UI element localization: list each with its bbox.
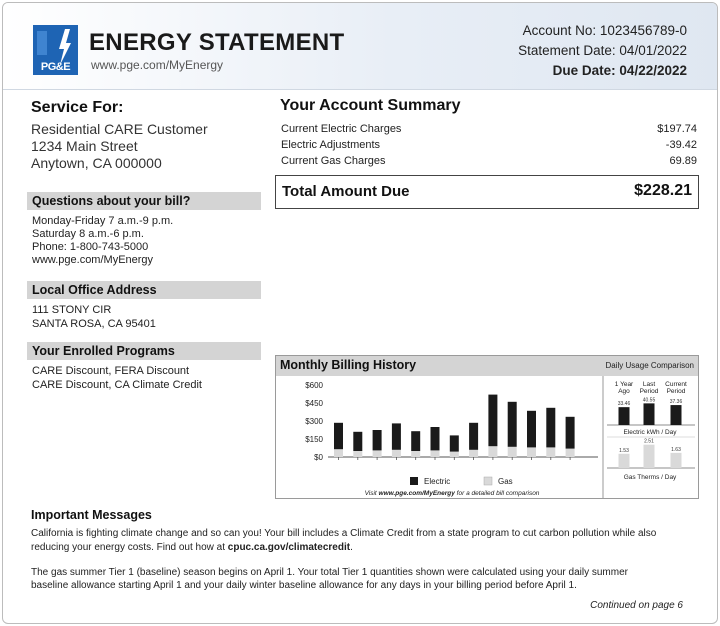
y-tick-label: $600 (305, 381, 323, 390)
y-tick-label: $450 (305, 399, 323, 408)
daily-electric-label: Electric kWh / Day (623, 429, 677, 436)
gas-bar (373, 450, 382, 457)
gas-bar (334, 449, 343, 457)
gas-bar (431, 450, 440, 457)
summary-row-amount: $197.74 (657, 123, 697, 135)
questions-website: www.pge.com/MyEnergy (32, 254, 154, 266)
gas-bar (527, 447, 536, 457)
daily-category-label: 1 Year (614, 381, 634, 388)
account-number (523, 23, 687, 38)
y-tick-label: $150 (305, 435, 323, 444)
summary-row-label: Electric Adjustments (281, 139, 381, 151)
electric-bar (392, 423, 401, 449)
billing-history-title: Monthly Billing History (280, 358, 417, 372)
electric-bar (527, 411, 536, 448)
account-value: 1023456789-0 (599, 23, 687, 38)
daily-category-label: Period (639, 388, 659, 395)
electric-bar (373, 430, 382, 450)
electric-bar (566, 417, 575, 449)
electric-bar (450, 435, 459, 451)
questions-line: Monday-Friday 7 a.m.-9 p.m. (32, 215, 174, 227)
electric-bar (488, 395, 497, 447)
account-label: Account No: (522, 23, 597, 38)
daily-usage-title: Daily Usage Comparison (605, 361, 694, 370)
service-heading: Service For: (31, 99, 124, 116)
statement-title: ENERGY STATEMENT (89, 29, 345, 56)
continued-note: Continued on page 6 (590, 600, 683, 611)
programs-heading: Your Enrolled Programs (27, 342, 261, 360)
billing-history-header (276, 356, 698, 376)
energy-statement-page (2, 2, 718, 624)
statement-date-value: 04/01/2022 (619, 43, 687, 58)
daily-electric-bar (671, 405, 682, 425)
footnote-link: www.pge.com/MyEnergy (378, 490, 455, 497)
legend-electric-label: Electric (424, 477, 451, 486)
legend-electric-swatch (410, 477, 418, 485)
electric-bar (353, 432, 362, 451)
billing-history-chart (276, 376, 698, 498)
message-line: baseline allowance starting April 1 and your daily winter baseline allowance for any days in your billing period before April 1. (31, 580, 577, 591)
electric-bar (508, 402, 517, 447)
gas-bar (450, 452, 459, 457)
message-text: reducing your energy costs. Find out how at (31, 542, 228, 553)
gas-bar (508, 447, 517, 457)
daily-gas-label: Gas Therms / Day (623, 474, 677, 481)
service-line: 1234 Main Street (31, 138, 138, 154)
summary-row (281, 155, 697, 167)
y-tick-label: $300 (305, 417, 323, 426)
summary-row-amount: -39.42 (665, 139, 697, 151)
office-line: 111 STONY CIR (32, 304, 112, 316)
service-line: Residential CARE Customer (31, 121, 208, 137)
office-heading: Local Office Address (27, 281, 261, 299)
daily-electric-value-label: 40.55 (642, 397, 656, 404)
gas-bar (469, 450, 478, 457)
questions-heading: Questions about your bill? (27, 192, 261, 210)
chart-footnote (365, 490, 540, 497)
legend-gas-label: Gas (498, 477, 513, 486)
messages-heading: Important Messages (31, 508, 152, 522)
message-line: The gas summer Tier 1 (baseline) season begins on April 1. Your total Tier 1 quantities shown were calculated using your daily summer (31, 567, 628, 578)
gas-bar (488, 446, 497, 457)
questions-line: Saturday 8 a.m.-6 p.m. (32, 228, 144, 240)
pge-logo (33, 25, 78, 75)
header-website: www.pge.com/MyEnergy (91, 58, 224, 72)
daily-gas-value-label: 2.51 (644, 438, 654, 445)
total-amount: $228.21 (634, 182, 692, 199)
billing-history-panel (275, 355, 699, 499)
message-line: California is fighting climate change and so can you! Your bill includes a Climate Credit from a state program to cut carbon pollution while also (31, 528, 657, 539)
daily-electric-bar (619, 407, 630, 425)
program-item: CARE Discount, CA Climate Credit (32, 379, 202, 391)
due-date-value: 04/22/2022 (619, 63, 687, 78)
daily-gas-bar (619, 454, 630, 468)
message-line (31, 542, 353, 553)
due-date (553, 63, 687, 78)
climate-credit-link[interactable]: cpuc.ca.gov/climatecredit (227, 542, 351, 553)
logo-text: PG&E (40, 61, 71, 73)
total-amount-due-box (275, 175, 699, 209)
office-line: SANTA ROSA, CA 95401 (32, 318, 156, 330)
summary-row-label: Current Electric Charges (281, 123, 402, 135)
daily-category-label: Current (665, 381, 687, 388)
daily-category-label: Period (666, 388, 686, 395)
summary-row (281, 139, 697, 151)
footnote-suffix: for a detailed bill comparison (454, 490, 540, 497)
daily-electric-value-label: 37.36 (669, 399, 683, 406)
due-date-label: Due Date: (552, 63, 616, 78)
message-text: . (350, 542, 353, 553)
legend-gas-swatch (484, 477, 492, 485)
summary-heading: Your Account Summary (280, 97, 461, 114)
y-tick-labels (305, 381, 323, 462)
electric-bar (469, 423, 478, 450)
electric-bar (334, 423, 343, 449)
daily-category-label: Ago (618, 388, 630, 395)
electric-bar (411, 431, 420, 451)
daily-usage-chart (607, 381, 695, 481)
y-tick-label: $0 (314, 453, 323, 462)
gas-bar (566, 449, 575, 457)
questions-phone: Phone: 1-800-743-5000 (32, 241, 149, 253)
total-label: Total Amount Due (282, 183, 410, 200)
monthly-bars (328, 395, 598, 460)
daily-gas-value-label: 1.53 (619, 447, 629, 454)
daily-gas-value-label: 1.63 (671, 446, 681, 453)
daily-gas-bar (644, 445, 655, 468)
daily-gas-bar (671, 453, 682, 468)
gas-bar (392, 450, 401, 457)
summary-row-amount: 69.89 (669, 155, 697, 167)
gas-bar (353, 451, 362, 457)
footnote-prefix: Visit (364, 490, 379, 497)
summary-row (281, 123, 697, 135)
gas-bar (411, 451, 420, 457)
program-item: CARE Discount, FERA Discount (32, 365, 190, 377)
gas-bar (546, 447, 555, 457)
electric-bar (431, 427, 440, 450)
daily-category-label: Last (642, 381, 656, 388)
electric-bar (546, 408, 555, 448)
statement-date (518, 43, 687, 58)
daily-electric-value-label: 33.46 (617, 401, 631, 408)
daily-electric-bar (644, 403, 655, 425)
summary-row-label: Current Gas Charges (281, 155, 386, 167)
statement-header (3, 3, 717, 90)
statement-date-label: Statement Date: (518, 43, 616, 58)
service-line: Anytown, CA 000000 (31, 155, 162, 171)
